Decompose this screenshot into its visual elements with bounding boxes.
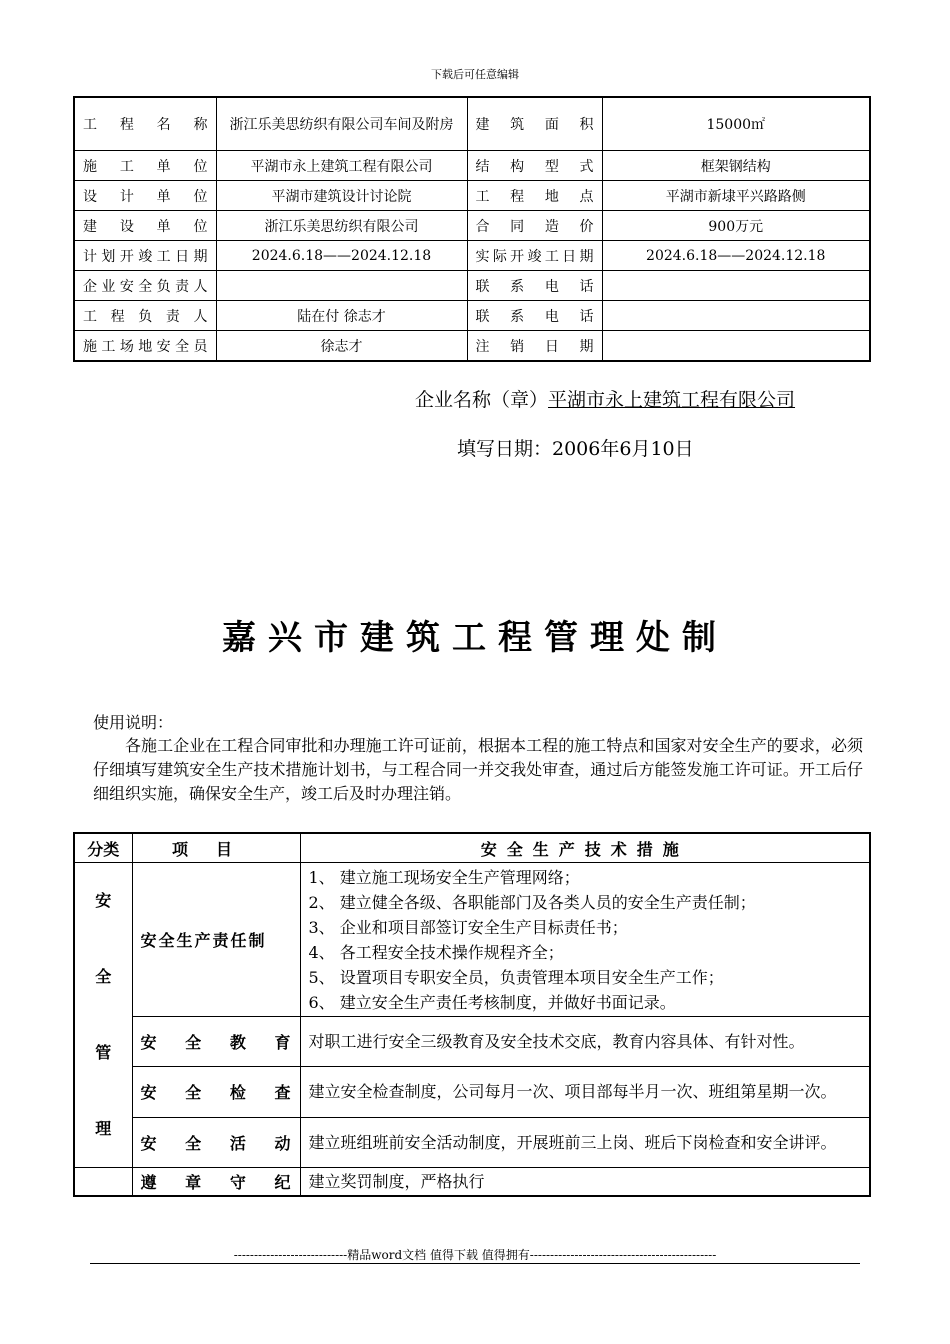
field-label: 建筑面积 xyxy=(467,97,602,151)
field-value: 900万元 xyxy=(602,211,870,241)
field-value: 2024.6.18——2024.12.18 xyxy=(602,241,870,271)
field-label: 注销日期 xyxy=(467,331,602,362)
footer-text: ----------------------------精品word文档 值得下载 值得拥有---------------------------------------------- xyxy=(233,1248,717,1262)
measure-line: 3、 企业和项目部签订安全生产目标责任书； xyxy=(308,917,628,937)
item-cell: 安全生产责任制 xyxy=(132,863,300,1017)
measure-line: 对职工进行安全三级教育及安全技术交底，教育内容具体、有针对性。 xyxy=(308,1032,805,1052)
header-category: 分类 xyxy=(74,833,132,863)
field-label: 联系电话 xyxy=(467,271,602,301)
field-label: 设计单位 xyxy=(74,181,216,211)
header-note: 下载后可任意编辑 xyxy=(431,68,519,81)
measure-line: 建立班组班前安全活动制度，开展班前三上岗、班后下岗检查和安全讲评。 xyxy=(308,1132,837,1152)
item-cell: 安全教育 xyxy=(132,1017,300,1067)
item-cell: 遵章守纪 xyxy=(132,1168,300,1197)
category-char: 理 xyxy=(95,1119,112,1138)
field-label: 联系电话 xyxy=(467,301,602,331)
header-measures: 安全生产技术措施 xyxy=(300,833,870,863)
field-value: 15000㎡ xyxy=(602,97,870,151)
field-label: 企业安全负责人 xyxy=(74,271,216,301)
table-row xyxy=(74,331,870,362)
item-cell: 安全活动 xyxy=(132,1117,300,1167)
measures-cell xyxy=(300,1117,870,1167)
table-row xyxy=(74,1168,870,1197)
field-label: 合同造价 xyxy=(467,211,602,241)
company-label: 企业名称（章） xyxy=(415,389,549,411)
field-value: 平湖市永上建筑工程有限公司 xyxy=(216,151,467,181)
measure-line: 6、 建立安全生产责任考核制度，并做好书面记录。 xyxy=(308,992,676,1012)
table-row xyxy=(74,1117,870,1167)
table-row xyxy=(74,241,870,271)
field-label: 工程名称 xyxy=(74,97,216,151)
field-value: 平湖市新埭平兴路路侧 xyxy=(602,181,870,211)
measure-line: 4、 各工程安全技术操作规程齐全； xyxy=(308,942,564,962)
measures-cell xyxy=(300,863,870,1017)
field-value: 陆在付 徐志才 xyxy=(216,301,467,331)
measure-line: 建立奖罚制度，严格执行 xyxy=(308,1172,485,1191)
field-label: 施工场地安全员 xyxy=(74,331,216,362)
field-value: 徐志才 xyxy=(216,331,467,362)
category-char: 安 xyxy=(95,891,112,910)
category-char: 管 xyxy=(95,1043,112,1062)
table-row xyxy=(74,181,870,211)
field-label: 计划开竣工日期 xyxy=(74,241,216,271)
table-row xyxy=(74,301,870,331)
company-name: 平湖市永上建筑工程有限公司 xyxy=(548,389,796,411)
item-cell: 安全检查 xyxy=(132,1067,300,1117)
field-value: 浙江乐美思纺织有限公司 xyxy=(216,211,467,241)
field-label: 实际开竣工日期 xyxy=(467,241,602,271)
category-char: 全 xyxy=(95,967,112,986)
table-row xyxy=(74,97,870,151)
project-info-table xyxy=(73,96,871,362)
footer-rule xyxy=(90,1263,860,1264)
field-value: 框架钢结构 xyxy=(602,151,870,181)
table-row xyxy=(74,1067,870,1117)
header-item: 项目 xyxy=(132,833,300,863)
table-row xyxy=(74,863,870,1017)
measure-line: 2、 建立健全各级、各职能部门及各类人员的安全生产责任制； xyxy=(308,892,756,912)
measures-cell xyxy=(300,1017,870,1067)
safety-measures-table xyxy=(73,832,871,1197)
field-label: 建设单位 xyxy=(74,211,216,241)
category-cell-empty xyxy=(74,1168,132,1197)
field-value xyxy=(602,271,870,301)
measure-line: 5、 设置项目专职安全员，负责管理本项目安全生产工作； xyxy=(308,967,724,987)
field-label: 工程负责人 xyxy=(74,301,216,331)
measures-cell xyxy=(300,1067,870,1117)
table-row xyxy=(74,151,870,181)
page-title: 嘉兴市建筑工程管理处制 xyxy=(222,618,728,658)
usage-text: 各施工企业在工程合同审批和办理施工许可证前，根据本工程的施工特点和国家对安全生产的要求，必须仔细填写建筑安全生产技术措施计划书，与工程合同一并交我处审查，通过后方能签发施工许可证。开工后仔细组织实施，确保安全生产，竣工后及时办理注销。 xyxy=(93,736,863,803)
field-label: 工程地点 xyxy=(467,181,602,211)
table-row xyxy=(74,211,870,241)
measure-line: 建立安全检查制度，公司每月一次、项目部每半月一次、班组第星期一次。 xyxy=(308,1082,837,1102)
fill-date: 填写日期：2006年6月10日 xyxy=(457,438,694,460)
measure-line: 1、 建立施工现场安全生产管理网络； xyxy=(308,867,580,887)
usage-label: 使用说明： xyxy=(93,713,174,732)
field-value: 平湖市建筑设计讨论院 xyxy=(216,181,467,211)
measures-cell xyxy=(300,1168,870,1197)
field-value xyxy=(216,271,467,301)
field-value: 浙江乐美思纺织有限公司车间及附房 xyxy=(216,97,467,151)
field-label: 施工单位 xyxy=(74,151,216,181)
field-value xyxy=(602,331,870,362)
field-value: 2024.6.18——2024.12.18 xyxy=(216,241,467,271)
table-row xyxy=(74,271,870,301)
table-row xyxy=(74,1017,870,1067)
field-label: 结构型式 xyxy=(467,151,602,181)
company-line xyxy=(415,385,795,412)
category-cell xyxy=(74,863,132,1168)
field-value xyxy=(602,301,870,331)
